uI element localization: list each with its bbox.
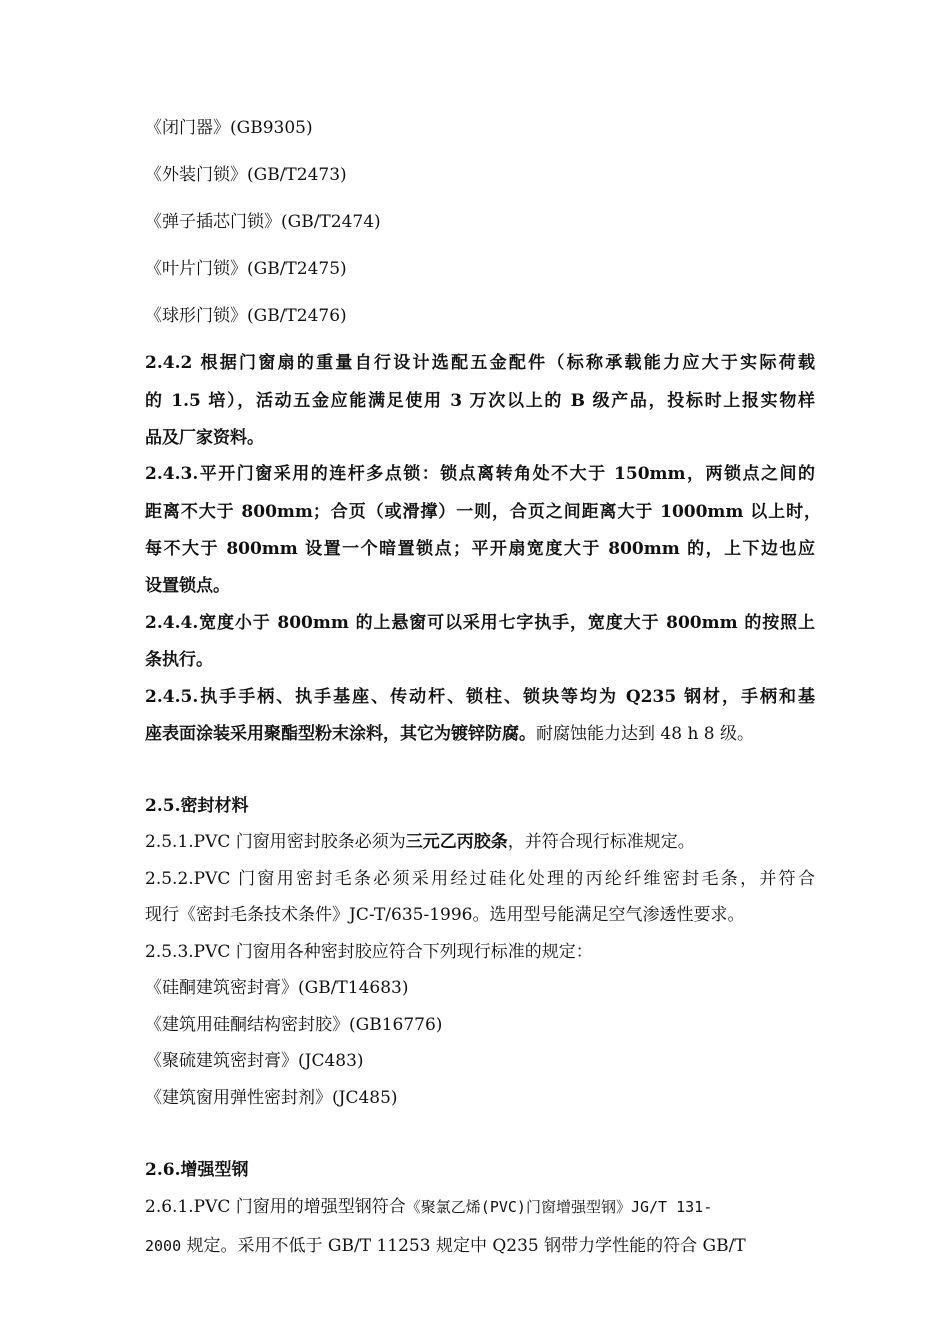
clause-2-4-2-line: 的 1.5 培），活动五金应能满足使用 3 万次以上的 B 级产品，投标时上报实物样	[145, 391, 815, 411]
clause-2-6-1-line	[145, 1195, 712, 1219]
standard-item: 《聚硫建筑密封膏》(JC483)	[145, 1051, 364, 1071]
clause-2-4-3-line: 设置锁点。	[145, 576, 230, 596]
clause-2-5-1-text: 2.5.1.PVC 门窗用密封胶条必须为	[145, 832, 406, 852]
standard-item: 《硅酮建筑密封膏》(GB/T14683)	[145, 978, 409, 998]
clause-2-4-4-line: 条执行。	[145, 650, 213, 670]
standard-item: 《闭门器》(GB9305)	[145, 118, 313, 138]
clause-2-4-4-line: 2.4.4.宽度小于 800mm 的上悬窗可以采用七字执手，宽度大于 800mm 的按照上	[145, 613, 815, 633]
clause-2-6-1-standard: 《聚氯乙烯(PVC)门窗增强型钢》JG/T 131-	[405, 1198, 713, 1216]
section-heading-2-6: 2.6.增强型钢	[145, 1160, 249, 1180]
clause-2-6-1-year: 2000	[145, 1237, 182, 1255]
clause-2-6-1-line	[145, 1234, 746, 1258]
clause-2-4-3-line: 2.4.3.平开门窗采用的连杆多点锁：锁点离转角处不大于 150mm，两锁点之间的	[145, 464, 815, 484]
clause-2-4-5-line	[145, 722, 754, 746]
standard-item: 《叶片门锁》(GB/T2475)	[145, 259, 347, 279]
clause-2-6-1-text: 2.6.1.PVC 门窗用的增强型钢符合	[145, 1197, 406, 1217]
standard-item: 《建筑窗用弹性密封剂》(JC485)	[145, 1088, 398, 1108]
standard-item: 《建筑用硅酮结构密封胶》(GB16776)	[145, 1015, 443, 1035]
clause-2-5-3: 2.5.3.PVC 门窗用各种密封胶应符合下列现行标准的规定：	[145, 942, 593, 962]
standard-item: 《外装门锁》(GB/T2473)	[145, 165, 347, 185]
clause-2-5-2-line: 现行《密封毛条技术条件》JC-T/635-1996。选用型号能满足空气渗透性要求。	[145, 905, 745, 925]
clause-2-4-2-line: 品及厂家资料。	[145, 428, 264, 448]
clause-2-5-1	[145, 830, 695, 854]
section-heading-2-5: 2.5.密封材料	[145, 796, 249, 816]
clause-2-4-3-line: 距离不大于 800mm；合页（或滑撑）一则，合页之间距离大于 1000mm 以上时，	[145, 502, 821, 522]
clause-2-4-5-normal-text: 耐腐蚀能力达到 48 h 8 级。	[536, 724, 755, 744]
standard-item: 《球形门锁》(GB/T2476)	[145, 306, 347, 326]
clause-2-6-1-text: 规定。采用不低于 GB/T 11253 规定中 Q235 钢带力学性能的符合 GB/T	[181, 1236, 746, 1256]
clause-2-4-5-line: 2.4.5.执手手柄、执手基座、传动杆、锁柱、锁块等均为 Q235 钢材，手柄和基	[145, 687, 815, 707]
clause-2-4-2-line: 2.4.2 根据门窗扇的重量自行设计选配五金配件（标称承载能力应大于实际荷载	[145, 353, 815, 373]
clause-2-5-1-emphasis: 三元乙丙胶条	[405, 832, 508, 852]
clause-2-4-5-bold-text: 座表面涂装采用聚酯型粉末涂料，其它为镀锌防腐。	[145, 724, 536, 744]
clause-2-4-3-line: 每不大于 800mm 设置一个暗置锁点；平开扇宽度大于 800mm 的，上下边也应	[145, 539, 815, 559]
clause-2-5-2-line: 2.5.2.PVC 门窗用密封毛条必须采用经过硅化处理的丙纶纤维密封毛条，并符合	[145, 869, 815, 889]
clause-2-5-1-text: ，并符合现行标准规定。	[507, 832, 695, 852]
standard-item: 《弹子插芯门锁》(GB/T2474)	[145, 212, 381, 232]
